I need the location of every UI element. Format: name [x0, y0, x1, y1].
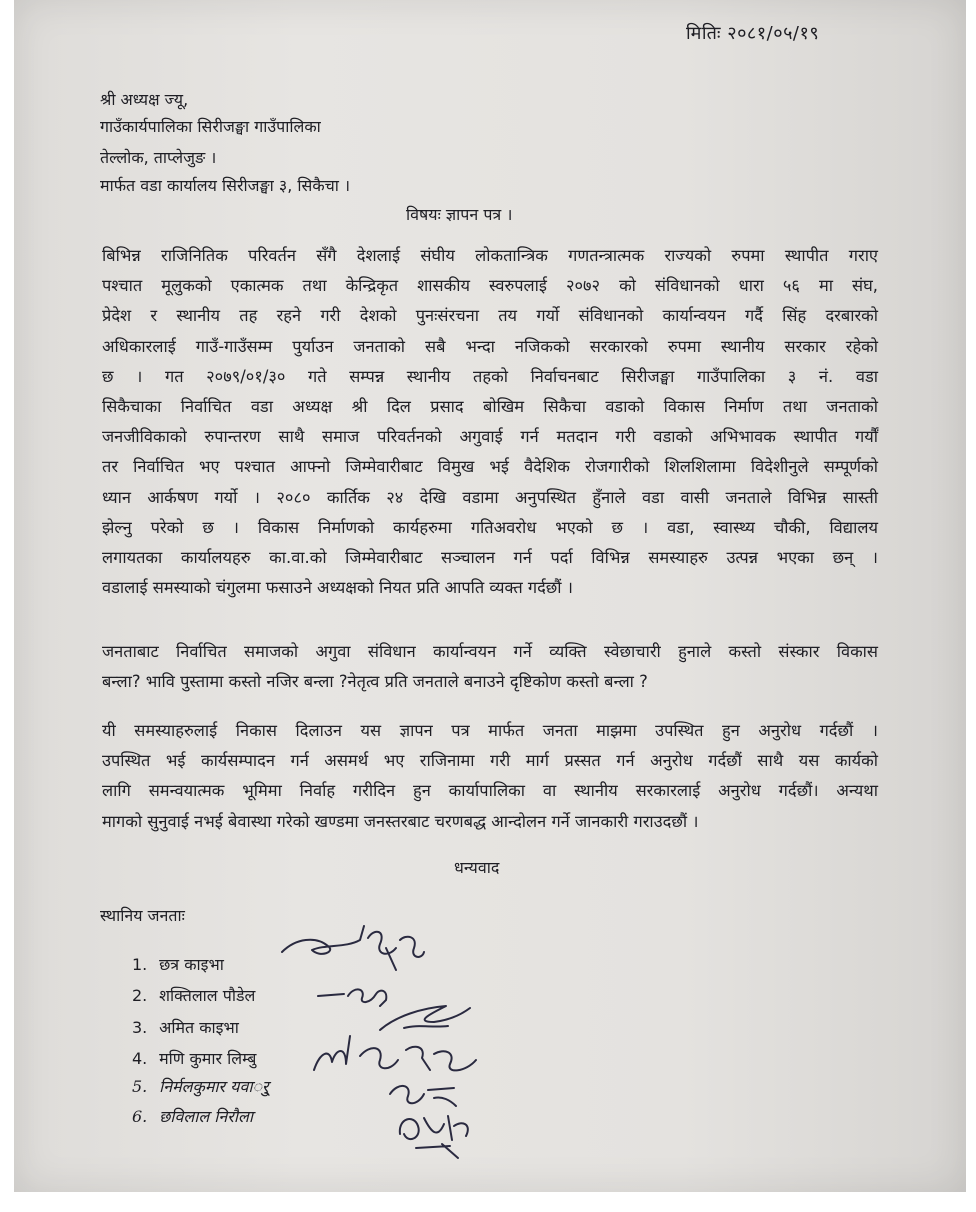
signatory-row: [132, 1016, 239, 1038]
paragraph-1-line: झेल्नु परेको छ । विकास निर्माणको कार्यहरुमा गतिअवरोध भएको छ । वडा, स्वास्थ्य चौकी, विद्यालय: [102, 517, 878, 537]
paragraph-1-line: प्रेदेश र स्थानीय तह रहने गरी देशको पुनःसंरचना तय गर्यो संविधानको कार्यान्वयन गर्दै सिंह दरबारको: [102, 306, 878, 326]
closing-thanks: धन्यवाद: [454, 858, 500, 877]
signatories-heading: स्थानिय जनताः: [100, 906, 185, 925]
recipient-line-2: गाउँकार्यपालिका सिरीजङ्घा गाउँपालिका: [100, 117, 321, 136]
signatory-number: 5.: [132, 1077, 148, 1096]
paragraph-2-line: जनताबाट निर्वाचित समाजको अगुवा संविधान कार्यान्वयन गर्ने व्यक्ति स्वेछाचारी हुनाले कस्तो संस्कार विकास: [102, 642, 878, 661]
paragraph-1: [102, 241, 878, 603]
paragraph-2: [102, 637, 878, 697]
paragraph-1-line: लगायतका कार्यालयहरु का.वा.को जिम्मेवारीबाट सञ्चालन गर्न पर्दा विभिन्न समस्याहरु उत्पन्न भएका छन् ।: [102, 548, 878, 568]
paragraph-1-line: छ । गत २०७९/०१/३० गते सम्पन्न स्थानीय तहको निर्वाचनबाट सिरीजङ्घा गाउँपालिका ३ नं. वडा: [102, 366, 878, 386]
paragraph-2-line: बन्ला? भावि पुस्तामा कस्तो नजिर बन्ला ?नेतृत्व प्रति जनताले बनाउने दृष्टिकोण कस्तो बन्ला ?: [102, 672, 648, 692]
paragraph-3: [102, 716, 878, 837]
letter-page: [14, 0, 966, 1192]
signatory-name: मणि कुमार लिम्बु: [159, 1049, 257, 1068]
signatory-number: 2.: [132, 986, 148, 1005]
signature-1: [276, 918, 426, 978]
letter-subject: विषयः ज्ञापन पत्र ।: [406, 205, 513, 224]
letter-date: मितिः २०८१/०५/१९: [686, 23, 820, 44]
signatory-row: [132, 1047, 256, 1069]
signatory-name: छविलाल निरौला: [159, 1107, 253, 1126]
signatory-row: [132, 984, 255, 1006]
recipient-line-1: श्री अध्यक्ष ज्यू,: [100, 90, 189, 109]
paragraph-1-line: पश्चात मूलुकको एकात्मक तथा केन्द्रिकृत शासकीय स्वरुपलाई २०७२ को संविधानको धारा ५६ मा संघ,: [102, 276, 878, 296]
paragraph-3-line: लागि समन्वयात्मक भूमिमा निर्वाह गरीदिन हुन कार्यापालिका वा स्थानीय सरकारलाई अनुरोध गर्दछौं। अन्यथा: [102, 781, 878, 801]
paragraph-1-line: अधिकारलाई गाउँ-गाउँसम्म पुर्याउन जनताको सबै भन्दा नजिकको सरकारको रुपमा स्थानीय सरकार रहेको: [102, 336, 878, 356]
paragraph-3-line: मागको सुनुवाई नभई बेवास्था गरेको खण्डमा जनस्तरबाट चरणबद्ध आन्दोलन गर्ने जानकारी गराउदछौं ।: [102, 811, 699, 831]
signatory-number: 3.: [132, 1018, 148, 1037]
paragraph-3-line: यी समस्याहरुलाई निकास दिलाउन यस ज्ञापन पत्र मार्फत जनता माझमा उपस्थित हुन अनुरोध गर्दछौं ।: [102, 721, 878, 740]
paragraph-1-line: बिभिन्न राजिनितिक परिवर्तन सँगै देशलाई संघीय लोकतान्त्रिक गणतन्त्रात्मक राज्यको रुपमा स्थापीत गराए: [102, 246, 878, 265]
signatory-number: 1.: [132, 955, 148, 974]
signatory-name: अमित काइभा: [159, 1018, 239, 1037]
paragraph-1-line: ध्यान आर्कषण गर्यो । २०८० कार्तिक २४ देखि वडामा अनुपस्थित हुँनाले वडा वासी जनताले विभिन्न सास्ती: [102, 487, 878, 507]
signatory-name: छत्र काइभा: [159, 955, 224, 974]
signature-6: [392, 1104, 482, 1162]
recipient-line-3: तेल्लोक, ताप्लेजुङ ।: [100, 148, 217, 167]
signatory-number: 6.: [132, 1107, 148, 1126]
signatory-number: 4.: [132, 1049, 148, 1068]
paragraph-1-line: जनजीविकाको रुपान्तरण साथै समाज परिवर्तनको अगुवाई गर्न मतदान गरी वडाको अभिभावक स्थापीत गर्यौं: [102, 427, 878, 447]
signatory-row: [132, 1105, 253, 1127]
signatory-name: शक्तिलाल पौडेल: [159, 986, 256, 1005]
paragraph-3-line: उपस्थित भई कार्यसम्पादन गर्न असमर्थ भए राजिनामा गरी मार्ग प्रस्सत गर्न अनुरोध गर्दछौं साथै यस कार्यको: [102, 751, 878, 771]
signatory-name: निर्मलकुमार यवार्ु: [159, 1077, 269, 1096]
signatory-row: [132, 1075, 269, 1097]
recipient-line-4: मार्फत वडा कार्यालय सिरीजङ्घा ३, सिकैचा ।: [100, 176, 351, 195]
paragraph-1-line: तर निर्वाचित भए पश्चात आफ्नो जिम्मेवारीबाट विमुख भई वैदेशिक रोजगारीको शिलशिलामा विदेशीनुले सम्पूर्णको: [102, 457, 878, 477]
signatory-row: [132, 953, 224, 975]
paragraph-1-line: सिकैचाका निर्वाचित वडा अध्यक्ष श्री दिल प्रसाद बोखिम सिकैचा वडाको विकास निर्माण तथा जनताको: [102, 397, 878, 417]
paragraph-1-line: वडालाई समस्याको चंगुलमा फसाउने अध्यक्षको नियत प्रति आपति व्यक्त गर्दछौं ।: [102, 578, 573, 598]
